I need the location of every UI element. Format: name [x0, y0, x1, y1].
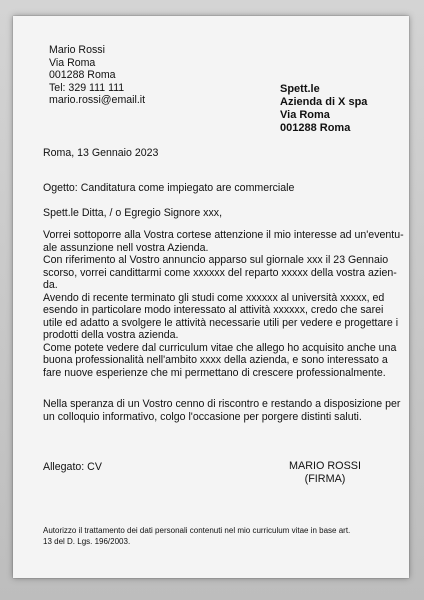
letter-closing	[43, 398, 400, 423]
letter-body	[43, 229, 404, 379]
letter-greeting: Spett.le Ditta, / o Egregio Signore xxx,	[43, 207, 223, 219]
sender-street: Via Roma	[49, 56, 96, 69]
sender-city: 001288 Roma	[49, 69, 116, 81]
body-line: esendo in particolare modo interessato al attività xxxxxx, credo che sarei	[43, 304, 384, 316]
body-line: buona professionalità nell'ambito xxxx della azienda, e sono interessato a	[43, 354, 388, 366]
body-line: ale assunzione nell vostra Azienda.	[43, 241, 209, 254]
attachment-note: Allegato: CV	[43, 461, 102, 473]
recipient-block	[280, 83, 367, 135]
sender-block	[49, 44, 145, 107]
letter-subject: Ogetto: Canditatura come impiegato are commerciale	[43, 182, 295, 194]
sender-name: Mario Rossi	[49, 44, 105, 56]
signature-name: MARIO ROSSI	[289, 460, 361, 472]
closing-line: Nella speranza di un Vostro cenno di riscontro e restando a disposizione per	[43, 398, 401, 410]
privacy-notice	[43, 526, 350, 547]
body-line: fare nuove esperienze che mi permettano di crescere professionalmente.	[43, 366, 386, 379]
closing-line: un colloquio informativo, colgo l'occasione per porgere distinti saluti.	[43, 410, 362, 423]
body-line: Con riferimento al Vostro annuncio apparso sul giornale xxx il 23 Gennaio	[43, 254, 389, 266]
body-line: Come potete vedere dal curriculum vitae che allego ho acquisito anche una	[43, 341, 397, 354]
recipient-company: Azienda di X spa	[280, 96, 368, 108]
sender-phone: Tel: 329 111 111	[49, 81, 125, 94]
signature-note: (FIRMA)	[304, 473, 346, 485]
body-line: scorso, vorrei candittarmi come xxxxxx del reparto xxxxx della vostra azien-	[43, 266, 397, 279]
recipient-city: 001288 Roma	[280, 122, 351, 134]
signature-block	[284, 460, 366, 486]
body-line: Vorrei sottoporre alla Vostra cortese attenzione il mio interesse ad un'eventu-	[43, 229, 404, 241]
body-line: Avendo di recente terminato gli studi come xxxxxx al università xxxxx, ed	[43, 291, 385, 304]
privacy-line: 13 del D. Lgs. 196/2003.	[43, 536, 131, 546]
sender-email: mario.rossi@email.it	[49, 94, 146, 106]
letter-sheet	[13, 16, 409, 578]
body-line: utile ed adatto a svolgere le attività necessarie utili per vedere e progettare i	[43, 316, 399, 329]
recipient-street: Via Roma	[280, 109, 330, 121]
body-line: prodotti della vostra azienda.	[43, 329, 179, 341]
recipient-salutation: Spett.le	[280, 83, 320, 95]
body-line: da.	[43, 279, 58, 291]
letter-date: Roma, 13 Gennaio 2023	[43, 147, 159, 159]
privacy-line: Autorizzo il trattamento dei dati personali contenuti nel mio curriculum vitae in base art.	[43, 526, 351, 535]
